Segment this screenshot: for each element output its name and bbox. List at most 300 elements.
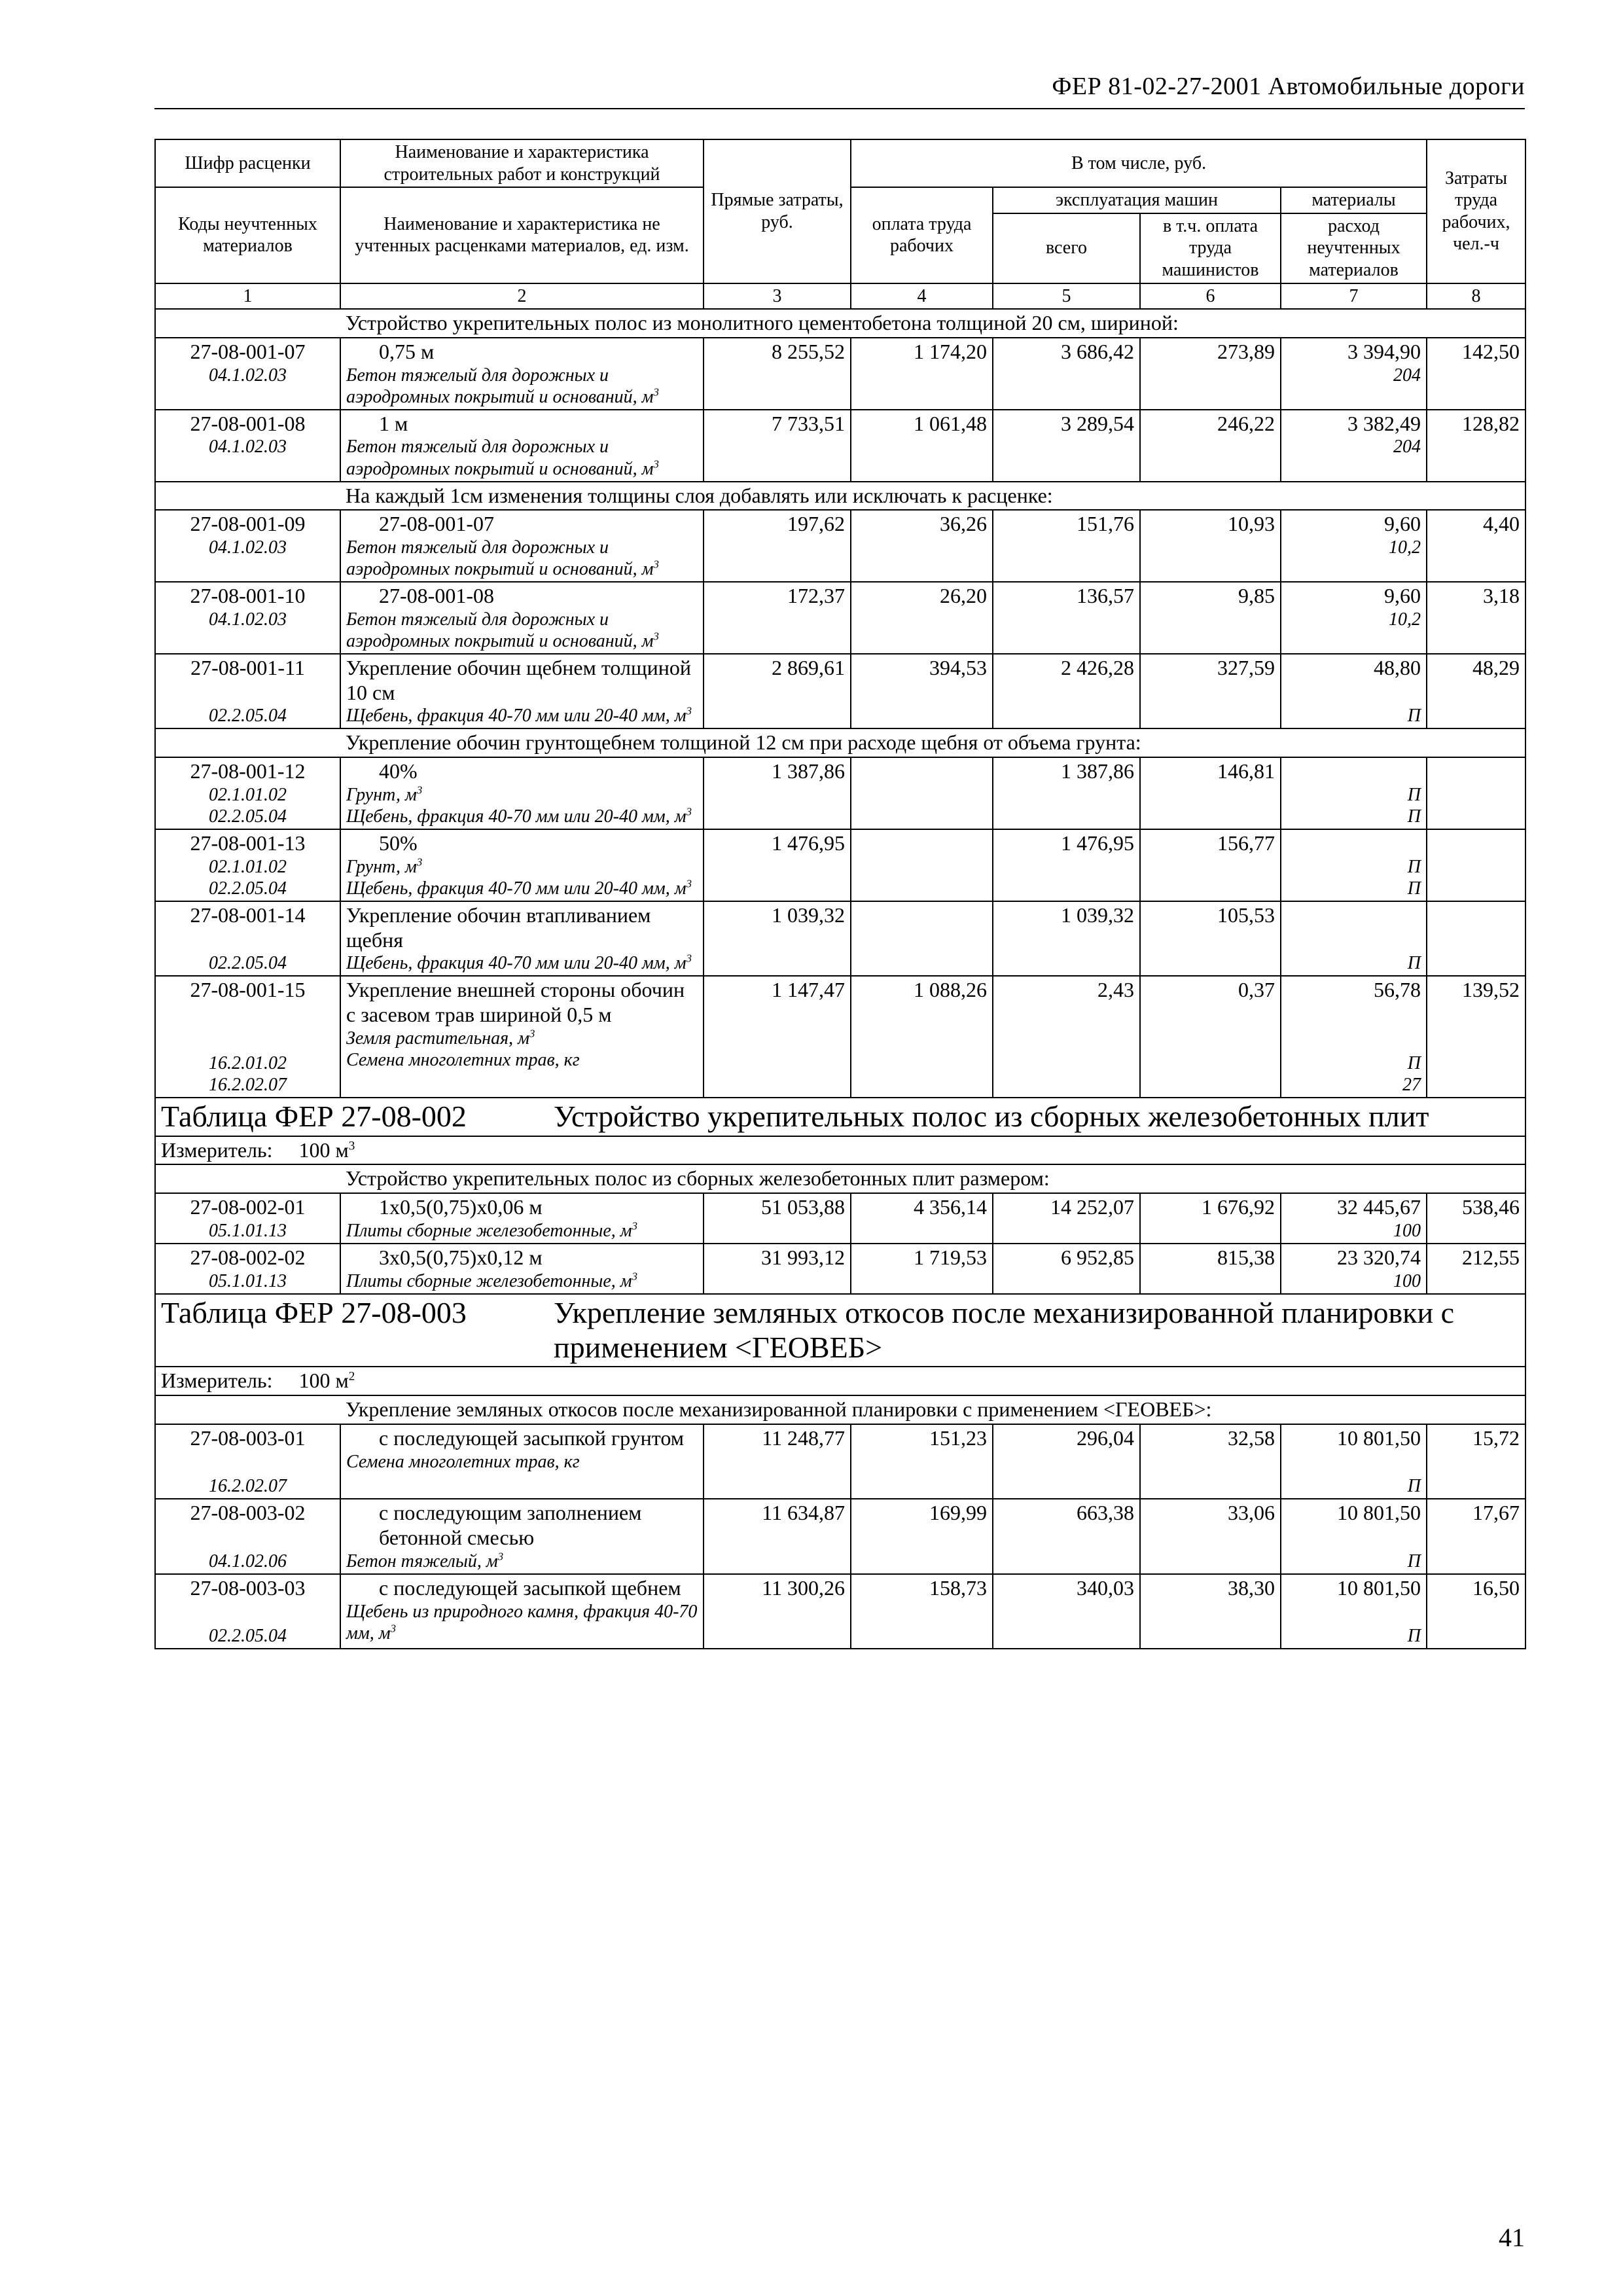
unit-superscript: 3	[416, 855, 423, 869]
col-incl: В том числе, руб.	[851, 139, 1427, 187]
section-title: Устройство укрепительных полос из монолитного цементобетона толщиной 20 см, шириной:	[155, 309, 1525, 338]
value-mach_pay: 273,89	[1140, 338, 1281, 410]
table-title-row	[155, 1098, 1525, 1136]
unit-superscript: 3	[686, 805, 692, 818]
rate-code-cell	[155, 338, 340, 410]
value-mach: 663,38	[993, 1499, 1140, 1574]
rate-code-cell	[155, 410, 340, 482]
meter-label: Измеритель:	[161, 1369, 299, 1393]
materials-cell	[1281, 829, 1427, 901]
rate-name-cell	[340, 1193, 704, 1244]
value-pay: 151,23	[851, 1424, 993, 1499]
materials-cell	[1281, 1499, 1427, 1574]
spacer	[161, 1451, 334, 1476]
value-pay: 158,73	[851, 1574, 993, 1649]
rate-code-cell	[155, 829, 340, 901]
material-name: Бетон тяжелый для дорожных и аэродромных покрытий и оснований, $м^3$	[346, 537, 659, 580]
value-labor: 212,55	[1427, 1244, 1525, 1294]
material-qty: П	[1407, 1052, 1421, 1073]
table-row	[155, 582, 1525, 654]
unit-superscript: 3	[653, 457, 659, 471]
value-pay: 1 088,26	[851, 976, 993, 1097]
value-mach: 1 039,32	[993, 901, 1140, 977]
col-labor-cost: Затраты труда рабочих, чел.-ч	[1427, 139, 1525, 283]
material-qty: П	[1407, 706, 1421, 726]
col-materials: материалы	[1281, 187, 1427, 213]
value-labor: 139,52	[1427, 976, 1525, 1097]
rate-code: 27-08-001-10	[190, 584, 306, 608]
value-mach_pay: 32,58	[1140, 1424, 1281, 1499]
value-mach_pay: 38,30	[1140, 1574, 1281, 1649]
rate-name: 0,75 м	[379, 339, 435, 363]
col-materials-usage: расход неучтенных материалов	[1281, 213, 1427, 283]
value-mat: 32 445,67	[1337, 1195, 1421, 1219]
rate-code-cell	[155, 654, 340, 729]
value-pay: 1 719,53	[851, 1244, 993, 1294]
unit-superscript: 3	[632, 1270, 638, 1283]
table-row	[155, 1193, 1525, 1244]
spacer	[1287, 681, 1421, 706]
material-code: 16.2.02.07	[209, 1074, 287, 1095]
rate-name-cell	[340, 1499, 704, 1574]
value-mach: 151,76	[993, 510, 1140, 582]
value-mach_pay: 105,53	[1140, 901, 1281, 977]
material-qty: 10,2	[1389, 537, 1421, 558]
value-mach_pay: 156,77	[1140, 829, 1281, 901]
rate-code: 27-08-001-11	[190, 655, 305, 679]
value-direct: 11 634,87	[704, 1499, 851, 1574]
value-mach: 1 387,86	[993, 757, 1140, 829]
table-2-body	[155, 1098, 1525, 1294]
rate-code-cell	[155, 582, 340, 654]
table-row	[155, 829, 1525, 901]
value-pay: 1 061,48	[851, 410, 993, 482]
spacer	[1287, 1003, 1421, 1028]
rate-name-cell	[340, 1424, 704, 1499]
spacer	[161, 1601, 334, 1626]
value-mat	[1287, 831, 1421, 856]
value-mach: 3 289,54	[993, 410, 1140, 482]
material-name: Плиты сборные железобетонные, $м^3$	[346, 1270, 638, 1291]
value-direct: 1 387,86	[704, 757, 851, 829]
value-mach_pay: 9,85	[1140, 582, 1281, 654]
table-row	[155, 338, 1525, 410]
rate-name-cell	[340, 654, 704, 729]
material-qty: П	[1407, 1626, 1421, 1647]
rate-name: 27-08-001-07	[379, 512, 494, 536]
col-num: 8	[1427, 283, 1525, 310]
meter-row	[155, 1367, 1525, 1395]
material-name: Плиты сборные железобетонные, $м^3$	[346, 1219, 638, 1241]
table-title	[155, 1098, 1525, 1136]
value-direct: 2 869,61	[704, 654, 851, 729]
unit-superscript: 3	[686, 877, 692, 890]
col-code-top: Шифр расценки	[155, 139, 340, 187]
value-direct: 172,37	[704, 582, 851, 654]
material-name: Щебень из природного камня, фракция 40-70 мм, $м^3$	[346, 1601, 698, 1643]
section-title: Устройство укрепительных полос из сборных железобетонных плит размером:	[155, 1164, 1525, 1193]
section-row	[155, 482, 1525, 511]
materials-cell	[1281, 976, 1427, 1097]
col-code-bottom: Коды неучтенных материалов	[155, 187, 340, 283]
table-row	[155, 757, 1525, 829]
section-row	[155, 309, 1525, 338]
materials-cell	[1281, 757, 1427, 829]
rate-name: 3x0,5(0,75)x0,12 м	[379, 1245, 543, 1269]
material-qty: П	[1407, 806, 1421, 827]
material-qty: П	[1407, 856, 1421, 877]
materials-cell	[1281, 654, 1427, 729]
value-mat: 10 801,50	[1337, 1501, 1421, 1525]
section-title: Укрепление земляных откосов после механизированной планировки с применением <ГЕОВЕБ>:	[155, 1395, 1525, 1424]
rate-name: 1 м	[379, 411, 408, 435]
table-title	[155, 1294, 1525, 1367]
material-code: 02.2.05.04	[209, 878, 287, 899]
unit-superscript: 3	[529, 1027, 535, 1040]
rate-code: 27-08-001-08	[190, 411, 306, 435]
table-row	[155, 510, 1525, 582]
value-mach: 3 686,42	[993, 338, 1140, 410]
rate-name-cell	[340, 338, 704, 410]
value-pay	[851, 757, 993, 829]
material-name: Бетон тяжелый для дорожных и аэродромных покрытий и оснований, $м^3$	[346, 365, 659, 407]
value-mach: 1 476,95	[993, 829, 1140, 901]
col-labor-pay: оплата труда рабочих	[851, 187, 993, 283]
value-direct: 1 476,95	[704, 829, 851, 901]
rate-name-cell	[340, 976, 704, 1097]
material-name: Щебень, фракция 40-70 мм или 20-40 мм, $м^3$	[346, 705, 692, 726]
value-labor: 538,46	[1427, 1193, 1525, 1244]
col-num: 5	[993, 283, 1140, 310]
value-mach: 296,04	[993, 1424, 1140, 1499]
value-mat: 48,80	[1374, 655, 1421, 679]
rate-name-cell	[340, 1574, 704, 1649]
table-header	[155, 139, 1525, 309]
materials-cell	[1281, 1244, 1427, 1294]
materials-cell	[1281, 338, 1427, 410]
value-mach_pay: 815,38	[1140, 1244, 1281, 1294]
material-code: 05.1.01.13	[209, 1220, 287, 1241]
table-row	[155, 654, 1525, 729]
material-code: 16.2.01.02	[209, 1052, 287, 1073]
value-labor: 4,40	[1427, 510, 1525, 582]
value-labor: 16,50	[1427, 1574, 1525, 1649]
unit-superscript: 2	[348, 1369, 355, 1384]
value-labor: 17,67	[1427, 1499, 1525, 1574]
value-mach: 2,43	[993, 976, 1140, 1097]
material-name: Грунт, $м^3$	[346, 783, 423, 805]
value-direct: 31 993,12	[704, 1244, 851, 1294]
unit-superscript: 3	[686, 952, 692, 965]
value-labor: 48,29	[1427, 654, 1525, 729]
table-name: Укрепление земляных откосов после механизированной планировки с применением <ГЕОВЕБ>	[554, 1295, 1455, 1364]
material-qty: 100	[1393, 1270, 1421, 1291]
value-labor: 15,72	[1427, 1424, 1525, 1499]
spacer	[1287, 1526, 1421, 1551]
material-qty: П	[1407, 878, 1421, 899]
rate-code-cell	[155, 976, 340, 1097]
value-mat: 9,60	[1384, 584, 1421, 608]
material-code: 02.1.01.02	[209, 856, 287, 877]
material-code: 16.2.02.07	[209, 1476, 287, 1497]
rate-code: 27-08-003-03	[190, 1575, 306, 1600]
value-labor	[1427, 829, 1525, 901]
rate-code: 27-08-001-14	[190, 903, 306, 927]
value-direct: 11 300,26	[704, 1574, 851, 1649]
value-direct: 197,62	[704, 510, 851, 582]
value-mach_pay: 33,06	[1140, 1499, 1281, 1574]
rate-name: 1x0,5(0,75)x0,06 м	[379, 1195, 543, 1219]
unit-superscript: 3	[416, 783, 423, 797]
value-pay: 1 174,20	[851, 338, 993, 410]
rate-name-cell	[340, 901, 704, 977]
rate-name: с последующей засыпкой щебнем	[379, 1575, 681, 1600]
material-qty: П	[1407, 1476, 1421, 1497]
col-num: 1	[155, 283, 340, 310]
materials-cell	[1281, 901, 1427, 977]
value-labor: 3,18	[1427, 582, 1525, 654]
material-name: Земля растительная, $м^3$	[346, 1027, 535, 1049]
material-name: Бетон тяжелый, $м^3$	[346, 1550, 504, 1571]
material-qty: 204	[1393, 437, 1421, 457]
material-code: 04.1.02.03	[209, 365, 287, 386]
rate-code-cell	[155, 901, 340, 977]
col-machines: эксплуатация машин	[993, 187, 1281, 213]
rate-code: 27-08-001-13	[190, 831, 306, 855]
table-1-body	[155, 309, 1525, 1098]
table-3-body	[155, 1294, 1525, 1649]
value-pay	[851, 829, 993, 901]
col-num: 7	[1281, 283, 1427, 310]
material-code: 04.1.02.03	[209, 537, 287, 558]
rate-name-cell	[340, 582, 704, 654]
section-row	[155, 1395, 1525, 1424]
rate-code-cell	[155, 1424, 340, 1499]
value-mat: 56,78	[1374, 978, 1421, 1002]
meter	[155, 1136, 1525, 1165]
col-name-top: Наименование и характеристика строительных работ и конструкций	[340, 139, 704, 187]
material-code: 02.2.05.04	[209, 806, 287, 827]
rate-name-cell	[340, 510, 704, 582]
rate-name: Укрепление внешней стороны обочин с засевом трав шириной 0,5 м	[346, 978, 685, 1027]
value-pay: 394,53	[851, 654, 993, 729]
material-qty: 204	[1393, 365, 1421, 386]
material-name: Грунт, $м^3$	[346, 855, 423, 877]
col-num: 3	[704, 283, 851, 310]
rate-code: 27-08-003-01	[190, 1426, 306, 1450]
value-mach_pay: 146,81	[1140, 757, 1281, 829]
materials-cell	[1281, 510, 1427, 582]
running-header: ФЕР 81-02-27-2001 Автомобильные дороги	[1052, 73, 1525, 100]
table-row	[155, 1574, 1525, 1649]
value-direct: 7 733,51	[704, 410, 851, 482]
rate-code-cell	[155, 1193, 340, 1244]
value-mach: 136,57	[993, 582, 1140, 654]
unit-superscript: 3	[497, 1550, 504, 1563]
value-direct: 51 053,88	[704, 1193, 851, 1244]
table-number: Таблица ФЕР 27-08-003	[161, 1295, 467, 1329]
table-row	[155, 1244, 1525, 1294]
value-mach: 2 426,28	[993, 654, 1140, 729]
table-row	[155, 1424, 1525, 1499]
spacer	[161, 681, 334, 706]
document-body	[154, 139, 1525, 1649]
value-labor: 142,50	[1427, 338, 1525, 410]
col-num: 2	[340, 283, 704, 310]
table-name: Устройство укрепительных полос из сборных железобетонных плит	[554, 1099, 1429, 1133]
material-qty: 27	[1402, 1074, 1421, 1095]
value-mat: 3 382,49	[1347, 411, 1421, 435]
rate-name-cell	[340, 1244, 704, 1294]
material-qty: П	[1407, 784, 1421, 805]
materials-cell	[1281, 1193, 1427, 1244]
table-number: Таблица ФЕР 27-08-002	[161, 1099, 467, 1133]
material-code: 02.2.05.04	[209, 953, 287, 974]
table-row	[155, 976, 1525, 1097]
rate-code: 27-08-003-02	[190, 1501, 306, 1525]
unit-superscript: 3	[390, 1622, 396, 1635]
material-qty: П	[1407, 953, 1421, 974]
material-name: Щебень, фракция 40-70 мм или 20-40 мм, $м^3$	[346, 952, 692, 974]
materials-cell	[1281, 1574, 1427, 1649]
meter-value: 100 $м^2$	[298, 1369, 355, 1393]
meter-label: Измеритель:	[161, 1138, 299, 1162]
material-qty: 100	[1393, 1220, 1421, 1241]
table-title-row	[155, 1294, 1525, 1367]
material-name: Семена многолетних трав, кг	[346, 1049, 580, 1070]
rate-code-cell	[155, 1499, 340, 1574]
value-pay: 26,20	[851, 582, 993, 654]
value-direct: 11 248,77	[704, 1424, 851, 1499]
rate-code: 27-08-002-01	[190, 1195, 306, 1219]
page-number: 41	[1499, 2223, 1525, 2252]
materials-cell	[1281, 582, 1427, 654]
value-mat	[1287, 759, 1421, 784]
spacer	[161, 1003, 334, 1028]
material-name: Щебень, фракция 40-70 мм или 20-40 мм, $м^3$	[346, 877, 692, 899]
value-mach_pay: 327,59	[1140, 654, 1281, 729]
value-mach: 14 252,07	[993, 1193, 1140, 1244]
material-code: 04.1.02.03	[209, 609, 287, 630]
value-labor: 128,82	[1427, 410, 1525, 482]
rate-code: 27-08-001-09	[190, 512, 306, 536]
spacer	[161, 1028, 334, 1052]
value-mach: 340,03	[993, 1574, 1140, 1649]
materials-cell	[1281, 1424, 1427, 1499]
value-labor	[1427, 757, 1525, 829]
rate-name-cell	[340, 757, 704, 829]
material-code: 04.1.02.03	[209, 437, 287, 457]
value-pay: 4 356,14	[851, 1193, 993, 1244]
material-name: Бетон тяжелый для дорожных и аэродромных покрытий и оснований, $м^3$	[346, 437, 659, 479]
meter-value: 100 $м^3$	[298, 1138, 355, 1162]
section-title: Укрепление обочин грунтощебнем толщиной 12 см при расходе щебня от объема грунта:	[155, 728, 1525, 757]
rate-name-cell	[340, 410, 704, 482]
material-code: 02.1.01.02	[209, 784, 287, 805]
unit-superscript: 3	[653, 558, 659, 571]
material-code: 02.2.05.04	[209, 706, 287, 726]
col-machines-total: всего	[993, 213, 1140, 283]
value-mat	[1287, 903, 1421, 928]
section-title: На каждый 1см изменения толщины слоя добавлять или исключать к расценке:	[155, 482, 1525, 511]
materials-cell	[1281, 410, 1427, 482]
spacer	[1287, 1451, 1421, 1476]
material-qty: 10,2	[1389, 609, 1421, 630]
value-direct: 1 147,47	[704, 976, 851, 1097]
rate-code-cell	[155, 1244, 340, 1294]
unit-superscript: 3	[686, 705, 692, 718]
spacer	[161, 928, 334, 953]
material-name: Щебень, фракция 40-70 мм или 20-40 мм, $м^3$	[346, 805, 692, 827]
rate-code: 27-08-002-02	[190, 1245, 306, 1269]
unit-superscript: 3	[348, 1138, 355, 1153]
header-rule	[154, 108, 1525, 109]
rate-code: 27-08-001-07	[190, 339, 306, 363]
value-mat: 10 801,50	[1337, 1426, 1421, 1450]
value-mat: 9,60	[1384, 512, 1421, 536]
rate-name: с последующим заполнением бетонной смесью	[379, 1501, 642, 1550]
value-mat: 10 801,50	[1337, 1575, 1421, 1600]
col-machines-labor: в т.ч. оплата труда машинистов	[1140, 213, 1281, 283]
value-direct: 1 039,32	[704, 901, 851, 977]
value-mach_pay: 1 676,92	[1140, 1193, 1281, 1244]
section-row	[155, 728, 1525, 757]
material-qty: П	[1407, 1551, 1421, 1571]
value-mach_pay: 10,93	[1140, 510, 1281, 582]
meter-row	[155, 1136, 1525, 1165]
spacer	[1287, 1028, 1421, 1052]
value-labor	[1427, 901, 1525, 977]
spacer	[1287, 1601, 1421, 1626]
rate-name: Укрепление обочин щебнем толщиной 10 см	[346, 655, 691, 704]
value-mat: 23 320,74	[1337, 1245, 1421, 1269]
rate-name: Укрепление обочин втапливанием щебня	[346, 903, 651, 952]
rate-name: 50%	[379, 831, 418, 855]
value-mat: 3 394,90	[1347, 339, 1421, 363]
rate-code: 27-08-001-15	[190, 978, 306, 1002]
table-row	[155, 901, 1525, 977]
rate-code-cell	[155, 510, 340, 582]
rate-name-cell	[340, 829, 704, 901]
col-num: 6	[1140, 283, 1281, 310]
unit-superscript: 3	[653, 630, 659, 643]
col-num: 4	[851, 283, 993, 310]
rate-code-cell	[155, 757, 340, 829]
material-name: Бетон тяжелый для дорожных и аэродромных покрытий и оснований, $м^3$	[346, 609, 659, 651]
value-mach_pay: 246,22	[1140, 410, 1281, 482]
rate-code: 27-08-001-12	[190, 759, 306, 783]
spacer	[1287, 928, 1421, 953]
unit-superscript: 3	[632, 1219, 638, 1232]
table-row	[155, 1499, 1525, 1574]
col-direct: Прямые затраты, руб.	[704, 139, 851, 283]
value-pay: 36,26	[851, 510, 993, 582]
rate-name: с последующей засыпкой грунтом	[379, 1426, 684, 1450]
rate-name: 27-08-001-08	[379, 584, 494, 608]
material-code: 02.2.05.04	[209, 1626, 287, 1647]
value-mach_pay: 0,37	[1140, 976, 1281, 1097]
rate-name: 40%	[379, 759, 418, 783]
value-pay	[851, 901, 993, 977]
material-code: 05.1.01.13	[209, 1270, 287, 1291]
material-code: 04.1.02.06	[209, 1551, 287, 1571]
spacer	[161, 1526, 334, 1551]
rate-code-cell	[155, 1574, 340, 1649]
material-name: Семена многолетних трав, кг	[346, 1451, 580, 1472]
section-row	[155, 1164, 1525, 1193]
meter	[155, 1367, 1525, 1395]
col-name-bottom: Наименование и характеристика не учтенных расценками материалов, ед. изм.	[340, 187, 704, 283]
